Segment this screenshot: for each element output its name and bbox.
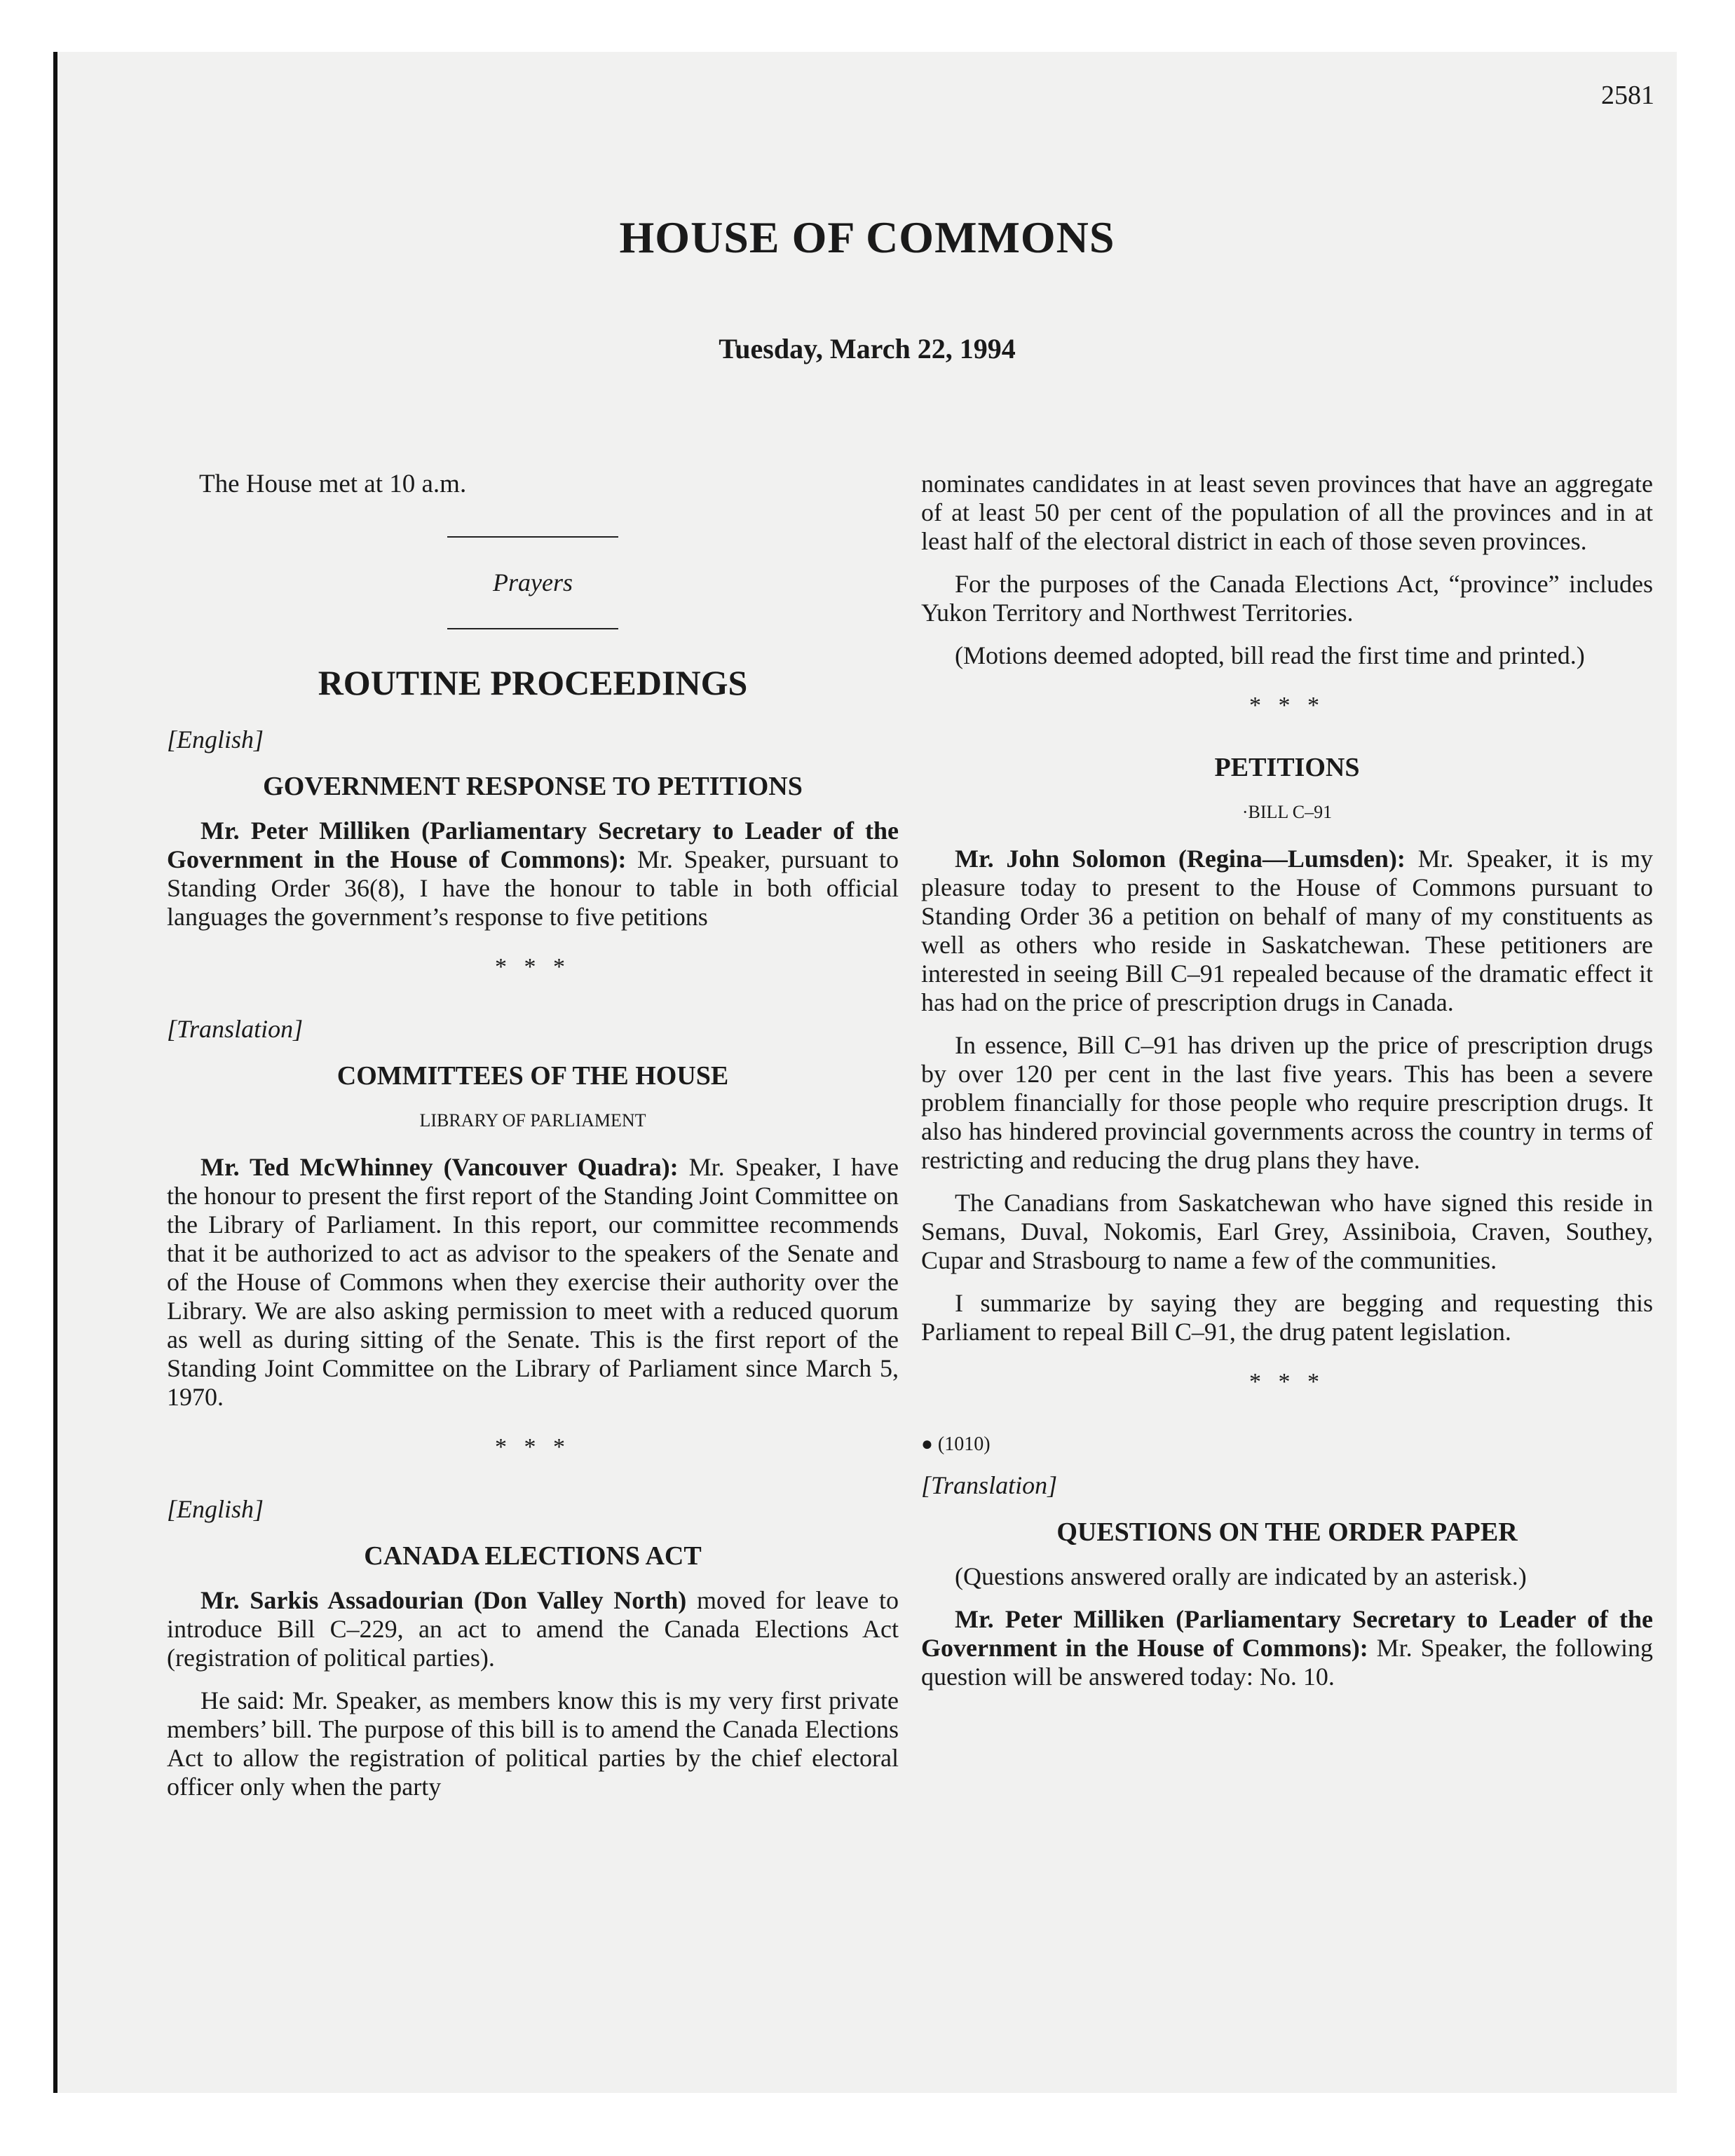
speech-paragraph: (Questions answered orally are indicated by an asterisk.) — [955, 1562, 1527, 1590]
speech-paragraph: (Motions deemed adopted, bill read the first time and printed.) — [955, 641, 1585, 669]
page-title: HOUSE OF COMMONS — [619, 212, 1115, 262]
speech-paragraph — [921, 1605, 1653, 1691]
speech-text: Mr. Speaker, the following question will be answered today: No. 10. — [921, 1634, 1653, 1691]
language-marker: [English] — [167, 1495, 264, 1523]
opening-line: The House met at 10 a.m. — [199, 470, 467, 498]
speaker-name: Mr. Peter Milliken (Parliamentary Secretary to Leader of the Government in the House of Commons): — [921, 1605, 1653, 1662]
questions-heading: QUESTIONS ON THE ORDER PAPER — [1056, 1517, 1518, 1547]
section-separator: * * * — [1249, 692, 1325, 718]
section-separator: * * * — [495, 1434, 571, 1460]
speech-paragraph: The Canadians from Saskatchewan who have signed this reside in Semans, Duval, Nokomis, Earl Grey, Assiniboia, Craven, Southey, Cupar and Strasbourg to name a few of the communities. — [921, 1189, 1653, 1274]
speech-paragraph — [921, 845, 1653, 1017]
speech-paragraph — [167, 1153, 899, 1412]
language-marker: [Translation] — [167, 1015, 304, 1043]
speech-text: moved for leave to introduce Bill C–229, an act to amend the Canada Elections Act (registration of political parties). — [167, 1586, 899, 1672]
elections-act-heading: CANADA ELECTIONS ACT — [364, 1541, 702, 1571]
divider-rule — [447, 536, 618, 538]
speech-paragraph: nominates candidates in at least seven provinces that have an aggregate of at least 50 per cent of the population of all the provinces and in at least half of the electoral district in each of those seven provinces. — [921, 470, 1653, 555]
library-subheading: LIBRARY OF PARLIAMENT — [419, 1110, 646, 1131]
speech-paragraph — [167, 817, 899, 932]
divider-rule — [447, 628, 618, 629]
speaker-name: Mr. Ted McWhinney (Vancouver Quadra): — [200, 1153, 679, 1181]
language-marker: [English] — [167, 725, 264, 753]
speaker-name: Mr. John Solomon (Regina—Lumsden): — [955, 845, 1406, 873]
bill-subheading: ·BILL C–91 — [1241, 802, 1333, 822]
speech-paragraph — [167, 1586, 899, 1672]
section-separator: * * * — [1249, 1369, 1325, 1395]
page-number: 2581 — [1601, 81, 1654, 110]
speech-text: Mr. Speaker, it is my pleasure today to present to the House of Commons pursuant to Standing Order 36 a petition on behalf of many of my constituents as well as others who reside in Saskatchewan. These petitioners are interested in seeing Bill C–91 repealed because of the dramatic effect it has had on the price of prescription drugs in Canada. — [921, 845, 1653, 1016]
language-marker: [Translation] — [921, 1471, 1058, 1499]
speech-paragraph: For the purposes of the Canada Elections Act, “province” includes Yukon Territory and Northwest Territories. — [921, 570, 1653, 627]
right-column — [921, 470, 1653, 1705]
speech-text: Mr. Speaker, I have the honour to present the first report of the Standing Joint Committee on the Library of Parliament. In this report, our committee recommends that it be authorized to act as advisor to the speakers of the Senate and of the House of Commons when they exercise their authority over the Library. We are also asking permission to meet with a reduced quorum as well as during sitting of the Senate. This is the first report of the Standing Joint Committee on the Library of Parliament since March 5, 1970. — [167, 1153, 899, 1411]
committees-heading: COMMITTEES OF THE HOUSE — [336, 1061, 729, 1091]
left-column — [167, 470, 899, 1815]
routine-proceedings-heading: ROUTINE PROCEEDINGS — [318, 663, 748, 702]
speech-paragraph: In essence, Bill C–91 has driven up the price of prescription drugs by over 120 per cent in the last five years. This has been a severe problem financially for those people who require prescription drugs. It also has hindered provincial governments across the country in terms of restricting and reducing the drug plans they have. — [921, 1031, 1653, 1174]
speaker-name: Mr. Sarkis Assadourian (Don Valley North) — [200, 1586, 687, 1614]
petitions-heading: PETITIONS — [1214, 753, 1360, 782]
prayers-label: Prayers — [493, 568, 573, 596]
section-separator: * * * — [495, 954, 571, 980]
speaker-name: Mr. Peter Milliken (Parliamentary Secretary to Leader of the Government in the House of Commons): — [167, 817, 899, 873]
time-marker: ● (1010) — [921, 1433, 991, 1455]
sitting-date: Tuesday, March 22, 1994 — [719, 333, 1016, 364]
government-response-heading: GOVERNMENT RESPONSE TO PETITIONS — [263, 772, 803, 801]
speech-paragraph: I summarize by saying they are begging and requesting this Parliament to repeal Bill C–91, the drug patent legislation. — [921, 1289, 1653, 1346]
page — [53, 52, 1677, 2093]
speech-paragraph: He said: Mr. Speaker, as members know this is my very first private members’ bill. The purpose of this bill is to amend the Canada Elections Act to allow the registration of political parties by the chief electoral officer only when the party — [167, 1686, 899, 1801]
speech-text: Mr. Speaker, pursuant to Standing Order 36(8), I have the honour to table in both official languages the government’s response to five petitions — [167, 845, 899, 931]
